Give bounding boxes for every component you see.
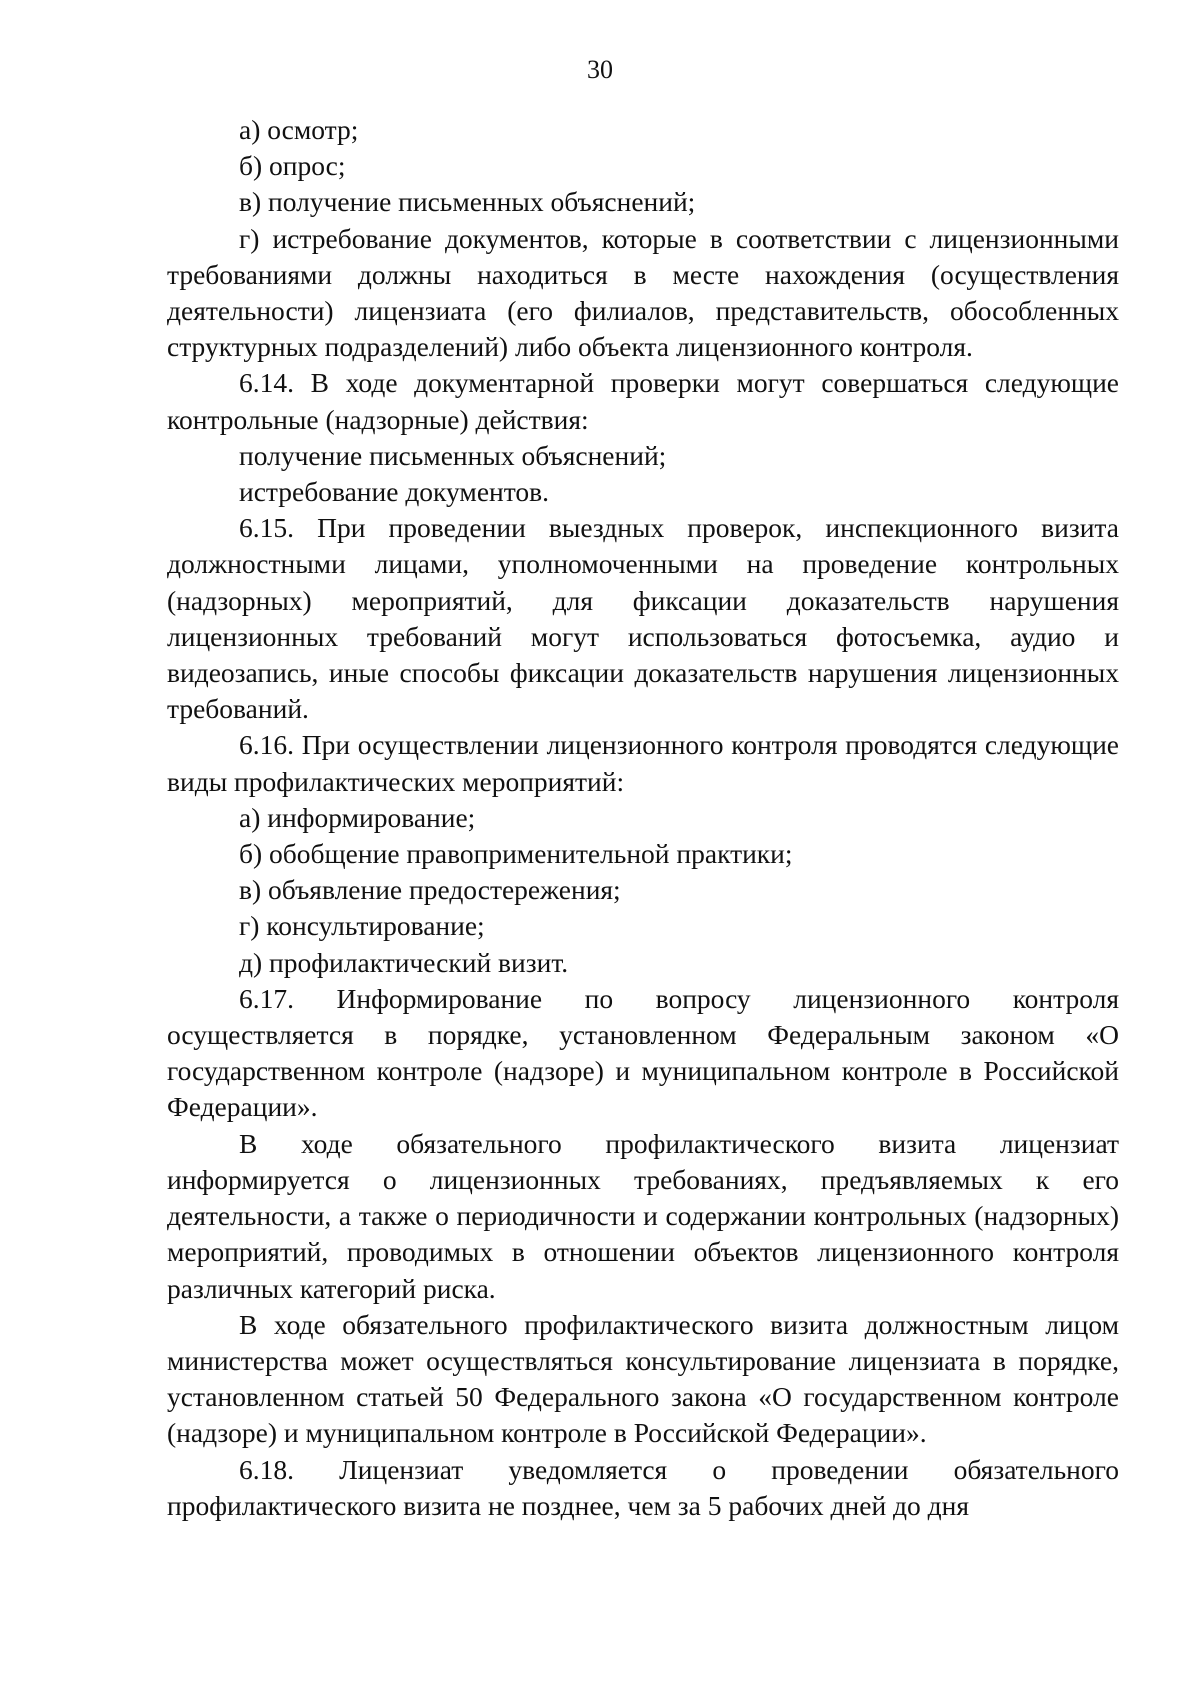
- document-body: [167, 112, 1119, 1524]
- clause-6-16-item-consulting: г) консультирование;: [239, 910, 485, 942]
- page-number: 30: [587, 55, 613, 84]
- clause-6-18: 6.18. Лицензиат уведомляется о проведении обязательного профилактического визита не позднее, чем за 5 рабочих дней до дня: [167, 1453, 1119, 1521]
- clause-6-16: 6.16. При осуществлении лицензионного контроля проводятся следующие виды профилактических мероприятий:: [167, 729, 1119, 797]
- clause-6-14: 6.14. В ходе документарной проверки могут совершаться следующие контрольные (надзорные) действия:: [167, 367, 1119, 435]
- clause-6-14-item-explanations: получение письменных объяснений;: [239, 439, 667, 471]
- list-item-inspection: а) осмотр;: [239, 114, 359, 145]
- paragraph-mandatory-visit-consulting: В ходе обязательного профилактического визита должностным лицом министерства может осуществляться консультирование лицензиата в порядке, установленном статьей 50 Федерального закона «О государственном контроле (надзоре) и муниципальном контроле в Российской Федерации».: [167, 1308, 1119, 1449]
- clause-6-16-item-preventive-visit: д) профилактический визит.: [239, 946, 569, 978]
- clause-6-17: 6.17. Информирование по вопросу лицензионного контроля осуществляется в порядке, установленном Федеральным законом «О государственном контроле (надзоре) и муниципальном контроле в Российской Федерации».: [167, 982, 1119, 1123]
- clause-6-15: 6.15. При проведении выездных проверок, инспекционного визита должностными лицами, уполномоченными на проведение контрольных (надзорных) мероприятий, для фиксации доказательств нарушения лицензионных требований могут использоваться фотосъемка, аудио и видеозапись, иные способы фиксации доказательств нарушения лицензионных требований.: [167, 512, 1119, 725]
- clause-6-16-item-generalization: б) обобщение правоприменительной практики;: [239, 838, 793, 870]
- paragraph-mandatory-visit-informing: В ходе обязательного профилактического визита лицензиат информируется о лицензионных требованиях, предъявляемых к его деятельности, а также о периодичности и содержании контрольных (надзорных) мероприятий, проводимых в отношении объектов лицензионного контроля различных категорий риска.: [167, 1127, 1119, 1304]
- list-item-document-request: г) истребование документов, которые в соответствии с лицензионными требованиями должны находиться в месте нахождения (осуществления деятельности) лицензиата (его филиалов, представительств, обособленных структурных подразделений) либо объекта лицензионного контроля.: [167, 222, 1119, 363]
- list-item-survey: б) опрос;: [239, 150, 346, 182]
- clause-6-16-item-warning: в) объявление предостережения;: [239, 874, 621, 906]
- list-item-written-explanations: в) получение письменных объяснений;: [239, 186, 696, 218]
- clause-6-16-item-informing: а) информирование;: [239, 801, 476, 833]
- clause-6-14-item-documents: истребование документов.: [239, 476, 550, 508]
